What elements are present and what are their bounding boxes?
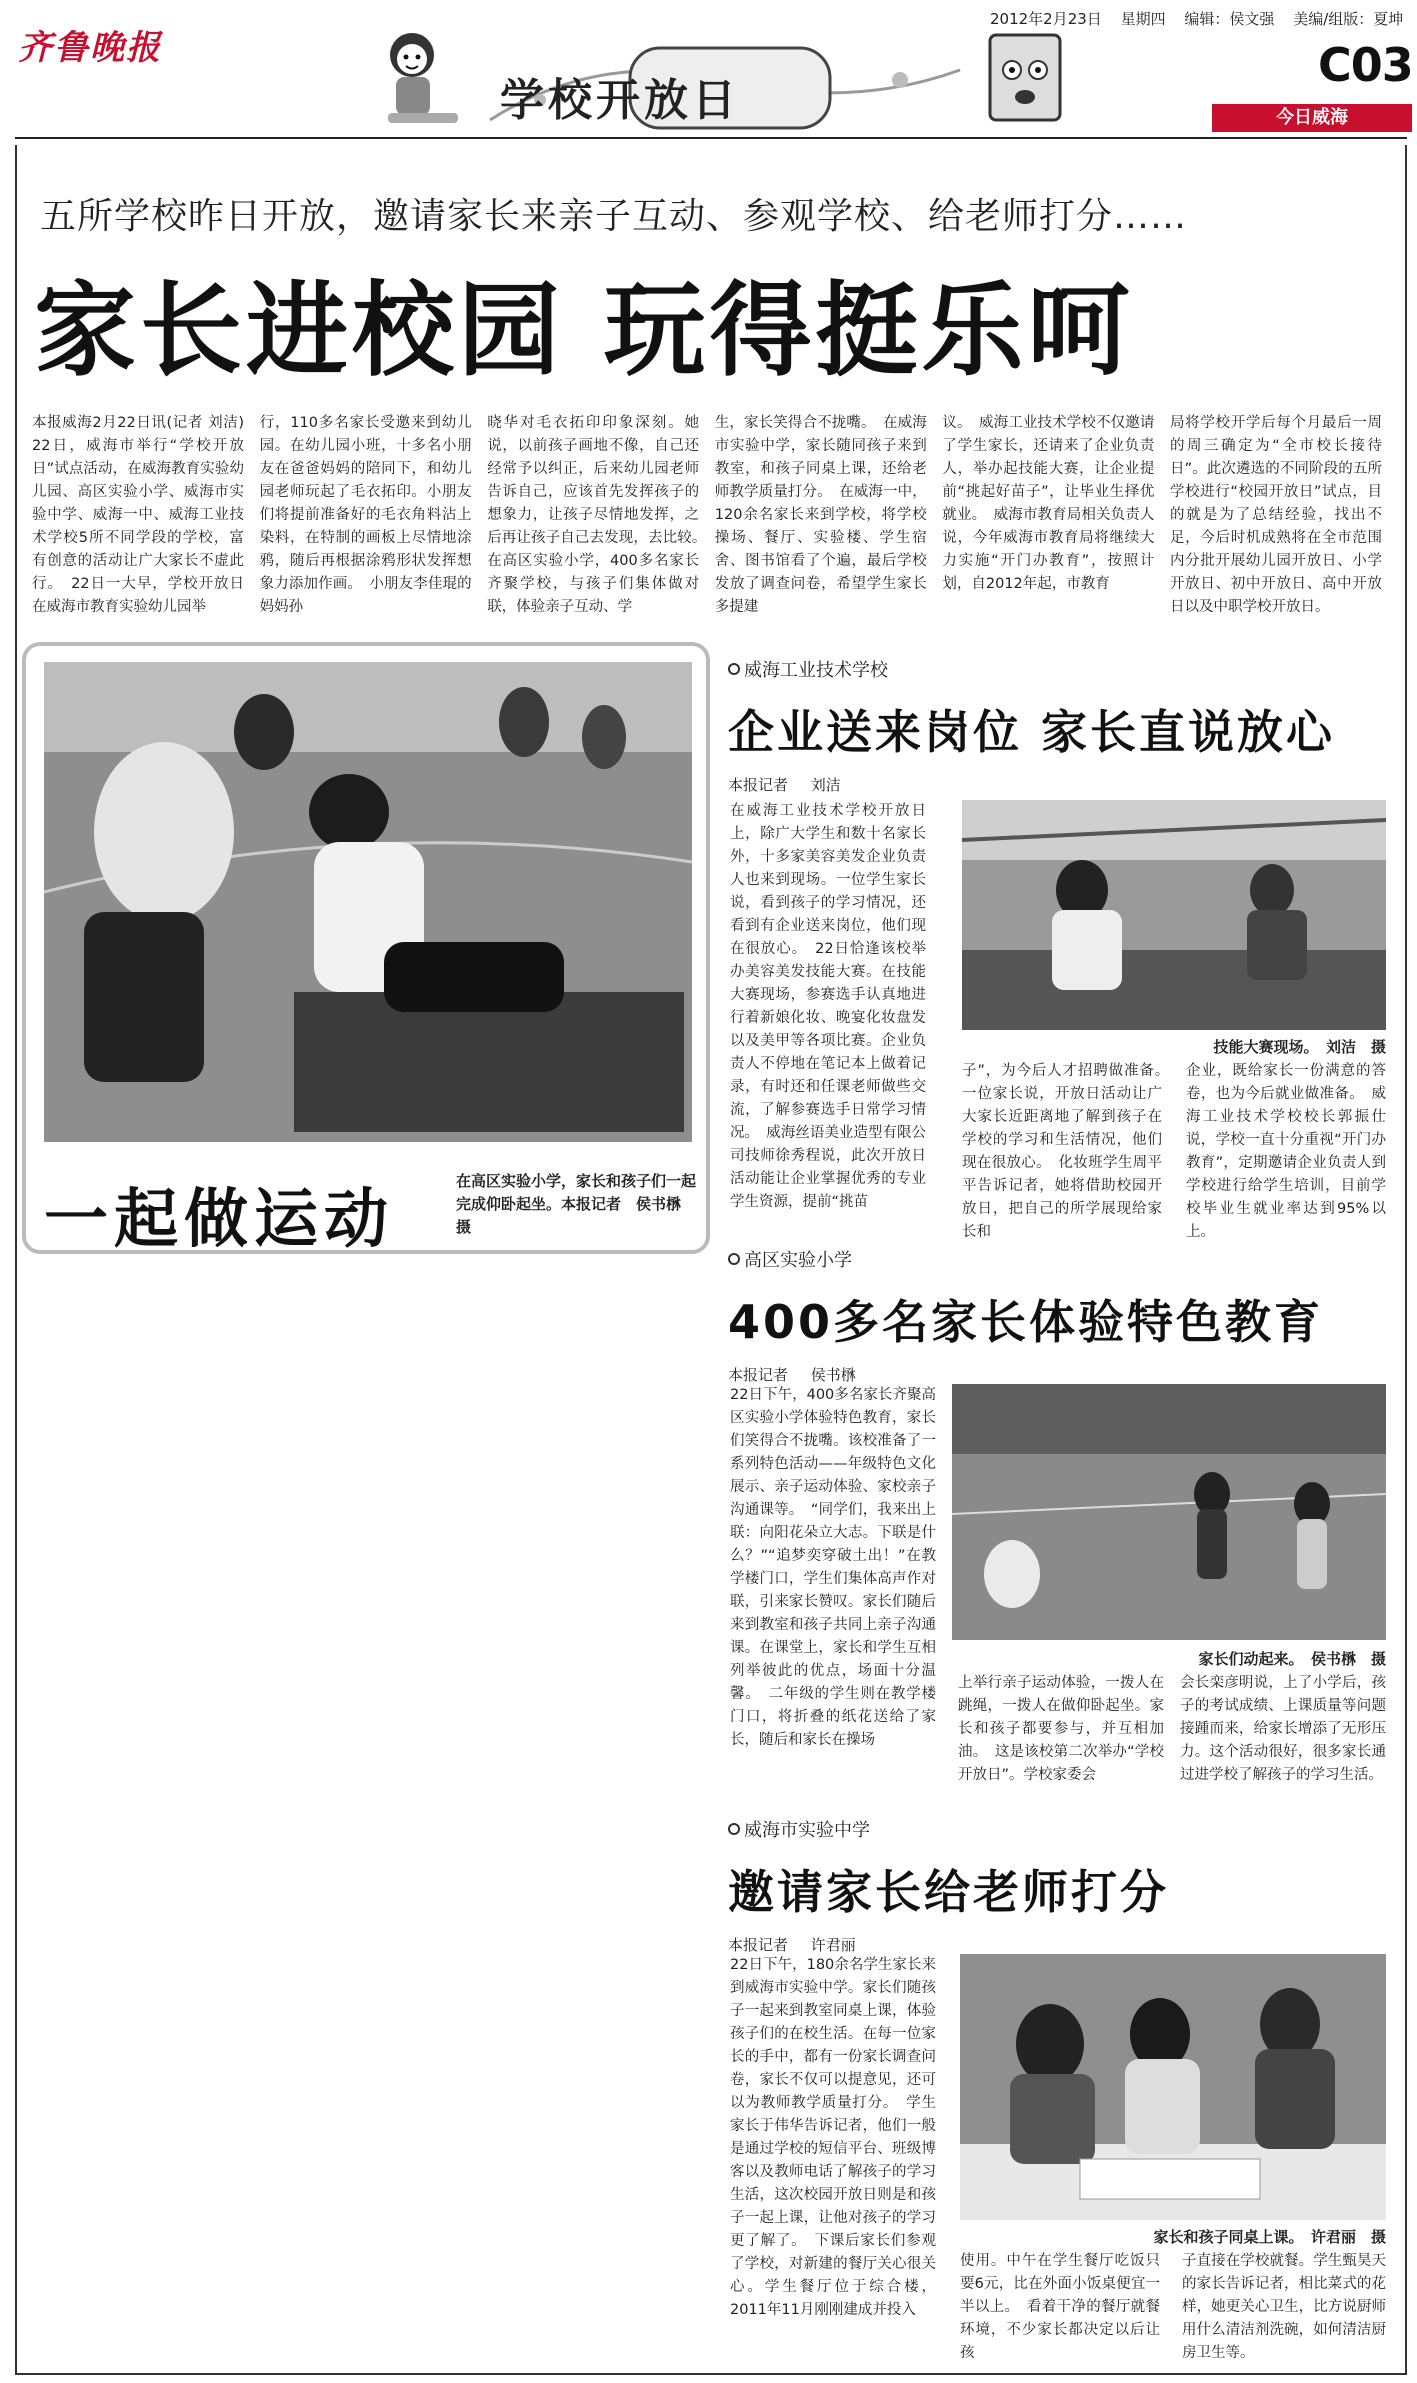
story-kicker — [728, 1816, 1400, 1842]
lead-column-6: 局将学校开学后每个月最后一周的周三确定为“全市校长接待日”。此次遴选的不同阶段的五所学校进行“校园开放日”试点，目的就是为了总结经验，找出不足，今后时机成熟将在全市范围内分批开展幼儿园开放日、小学开放日、初中开放日、高中开放日以及中职学校开放日。 — [1169, 415, 1382, 615]
story-vocational-school — [728, 656, 1400, 795]
jump-rope-photo — [952, 1384, 1386, 1640]
story-kicker — [728, 1246, 1400, 1272]
page-number: C03 — [1318, 38, 1413, 92]
story-byline — [728, 1934, 1400, 1955]
cartoon-girl-icon — [370, 25, 470, 130]
story-2-column-1: 22日下午，400多名家长齐聚高区实验小学体验特色教育，家长们笑得合不拢嘴。该校准备了一系列特色活动——年级特色文化展示、亲子运动体验、家校亲子沟通课等。 “同学们，我来出上联：向阳花朵立大志。下联是什么？”“追梦奕穿破土出！”在教学楼门口，学生们集体高声作对联，引来家长赞叹。家长们随后来到教室和孩子共同上亲子沟通课。在课堂上，家长和学生互相列举彼此的优点，场面十分温馨。 二年级的学生则在教学楼门口，将折叠的纸花送给了家长，随后和家长在操场 — [730, 1387, 936, 1748]
sit-up-photo — [44, 662, 692, 1142]
kicker-text: 威海工业技术学校 — [744, 660, 888, 681]
byline-label: 本报记者 — [728, 1936, 789, 1954]
kicker-text: 高区实验小学 — [744, 1250, 852, 1271]
story-3-column-3: 子直接在学校就餐。学生甄昊天的家长告诉记者，相比菜式的花样，她更关心卫生，比方说厨师用什么清洁剂洗碗，如何清洁厨房卫生等。 — [1182, 2253, 1386, 2361]
story-2-column-2: 上举行亲子运动体验，一拨人在跳绳，一拨人在做仰卧起坐。家长和孩子都要参与，并互相加油。 这是该校第二次举办“学校开放日”。学校家委会 — [958, 1675, 1164, 1783]
story-middle-school — [728, 1816, 1400, 1955]
main-headline: 家长进校园 玩得挺乐呵 — [34, 272, 1134, 391]
story-1-photo-caption: 技能大赛现场。 刘洁 摄 — [1213, 1038, 1386, 1056]
issue-weekday: 星期四 — [1120, 10, 1166, 28]
photo-caption: 在高区实验小学，家长和孩子们一起完成仰卧起坐。本报记者 侯书㮊 摄 — [456, 1172, 697, 1236]
byline-name: 刘洁 — [810, 776, 841, 794]
story-primary-school — [728, 1246, 1400, 1385]
story-title: 企业送来岗位 家长直说放心 — [728, 705, 1336, 759]
circle-icon — [728, 663, 740, 675]
classroom-photo — [960, 1954, 1386, 2220]
issue-meta — [990, 8, 1417, 29]
byline-name: 侯书㮊 — [810, 1366, 856, 1384]
story-1-column-3: 企业，既给家长一份满意的答卷，也为今后就业做准备。 威海工业技术学校校长郭振仕说，学校一直十分重视“开门办教育”，定期邀请企业负责人到学校进行给学生培训，目前学校毕业生就业率达到95%以上。 — [1186, 1063, 1386, 1240]
main-photo-box — [22, 642, 710, 1257]
story-kicker — [728, 656, 1400, 682]
section-tag: 今日威海 — [1212, 104, 1412, 132]
story-3-column-2: 使用。中午在学生餐厅吃饭只要6元，比在外面小饭桌便宜一半以上。 看着干净的餐厅就餐环境，不少家长都决定以后让孩 — [960, 2253, 1160, 2361]
lead-column-4: 生，家长笑得合不拢嘴。 在威海市实验中学，家长随同孩子来到教室，和孩子同桌上课，还给老师教学质量打分。 在威海一中，120余名家长来到学校，将学校操场、餐厅、实验楼、学生宿舍、图书馆看了个遍，最后学校发放了调查问卷，希望学生家长多提建 — [714, 415, 927, 615]
byline-label: 本报记者 — [728, 1366, 789, 1384]
story-3-column-1: 22日下午，180余名学生家长来到威海市实验中学。家长们随孩子一起来到教室同桌上课，体验孩子们的在校生活。在每一位家长的手中，都有一份家长调查问卷，家长不仅可以提意见，还可以为教师教学质量打分。 学生家长于伟华告诉记者，他们一般是通过学校的短信平台、班级博客以及教师电话了解孩子的学习生活，这次校园开放日则是和孩子一起上课，让他对孩子的学习更了解了。 下课后家长们参观了学校，对新建的餐厅关心很关心。学生餐厅位于综合楼，2011年11月刚刚建成并投入 — [730, 1957, 936, 2318]
story-byline — [728, 1364, 1400, 1385]
circle-icon — [728, 1823, 740, 1835]
lead-article — [32, 412, 1382, 622]
cartoon-book-icon — [970, 25, 1080, 130]
issue-date: 2012年2月23日 — [990, 10, 1102, 28]
lead-column-3: 晓华对毛衣拓印印象深刻。她说，以前孩子画地不像，自己还经常予以纠正，后来幼儿园老师告诉自己，应该首先发挥孩子的想象力，让孩子尽情地发挥，之后再让孩子自己去发现，去比较。 在高区实验小学，400多名家长齐聚学校，与孩子们集体做对联，体验亲子互动、学 — [487, 415, 714, 615]
kicker-text: 威海市实验中学 — [744, 1820, 870, 1841]
story-1-column-2: 子”，为今后人才招聘做准备。 一位家长说，开放日活动让广大家长近距离地了解到孩子在学校的学习和生活情况，他们现在很放心。 化妆班学生周平平告诉记者，她将借助校园开放日，把自己的所学展现给家长和 — [962, 1063, 1177, 1240]
story-3-photo-caption: 家长和孩子同桌上课。 许君丽 摄 — [1153, 2228, 1386, 2246]
issue-editor: 编辑：侯文强 — [1184, 10, 1275, 28]
byline-label: 本报记者 — [728, 776, 789, 794]
masthead-rule — [15, 137, 1407, 139]
story-2-photo — [952, 1384, 1386, 1640]
banner-title: 学校开放日 — [500, 75, 740, 126]
skill-contest-photo — [962, 800, 1386, 1030]
story-1-photo — [962, 800, 1386, 1030]
circle-icon — [728, 1253, 740, 1265]
story-byline — [728, 774, 1400, 795]
lead-column-2: 行，110多名家长受邀来到幼儿园。在幼儿园小班，十多名小朋友在爸爸妈妈的陪同下，和幼儿园老师玩起了毛衣拓印。小朋友们将提前准备好的毛衣角料沾上染料，在特制的画板上尽情地涂鸦，随后再根据涂鸦形状发挥想象力添加作画。 小朋友李佳琨的妈妈孙 — [259, 415, 472, 615]
lead-column-5: 议。 威海工业技术学校不仅邀请了学生家长，还请来了企业负责人，举办起技能大赛，让企业提前“挑起好苗子”，让毕业生择优就业。 威海市教育局相关负责人说，今年威海市教育局将继续大力实施“开门办教育”，按照计划，自2012年起，市教育 — [942, 415, 1155, 592]
story-2-photo-caption: 家长们动起来。 侯书㮊 摄 — [1198, 1650, 1386, 1668]
story-3-photo — [960, 1954, 1386, 2220]
byline-name: 许君丽 — [810, 1936, 856, 1954]
story-title: 400多名家长体验特色教育 — [728, 1295, 1324, 1349]
lead-column-1: 本报威海2月22日讯(记者 刘洁) 22日，威海市举行“学校开放日”试点活动，在威海教育实验幼儿园、高区实验小学、威海市实验中学、威海一中、威海工业技术学校5所不同学段的学校，富有创意的活动让广大家长不虚此行。 22日一大早，学校开放日在威海市教育实验幼儿园举 — [32, 415, 244, 615]
main-photo — [44, 662, 692, 1142]
story-title: 邀请家长给老师打分 — [728, 1865, 1169, 1919]
photo-title: 一起做运动 — [44, 1183, 394, 1257]
issue-design: 美编/组版：夏坤 — [1293, 10, 1404, 28]
story-1-column-1: 在威海工业技术学校开放日上，除广大学生和数十名家长外，十多家美容美发企业负责人也来到现场。一位学生家长说，看到孩子的学习情况，还看到有企业送来岗位，他们现在很放心。 22日恰逢该校举办美容美发技能大赛。在技能大赛现场，参赛选手认真地进行着新娘化妆、晚宴化妆盘发以及美甲等各项比赛。企业负责人不停地在笔记本上做着记录，有时还和任课老师做些交流，了解参赛选手日常学习情况。 威海丝语美业造型有限公司技师徐秀程说，此次开放日活动能让企业掌握优秀的专业学生资源，提前“挑苗 — [730, 803, 926, 1210]
paper-name: 齐鲁晚报 — [18, 28, 162, 68]
story-2-column-3: 会长栾彦明说，上了小学后，孩子的考试成绩、上课质量等问题接踵而来，给家长增添了无形压力。这个活动很好，很多家长通过进学校了解孩子的学习生活。 — [1180, 1675, 1386, 1783]
subhead: 五所学校昨日开放，邀请家长来亲子互动、参观学校、给老师打分…… — [40, 196, 1188, 237]
